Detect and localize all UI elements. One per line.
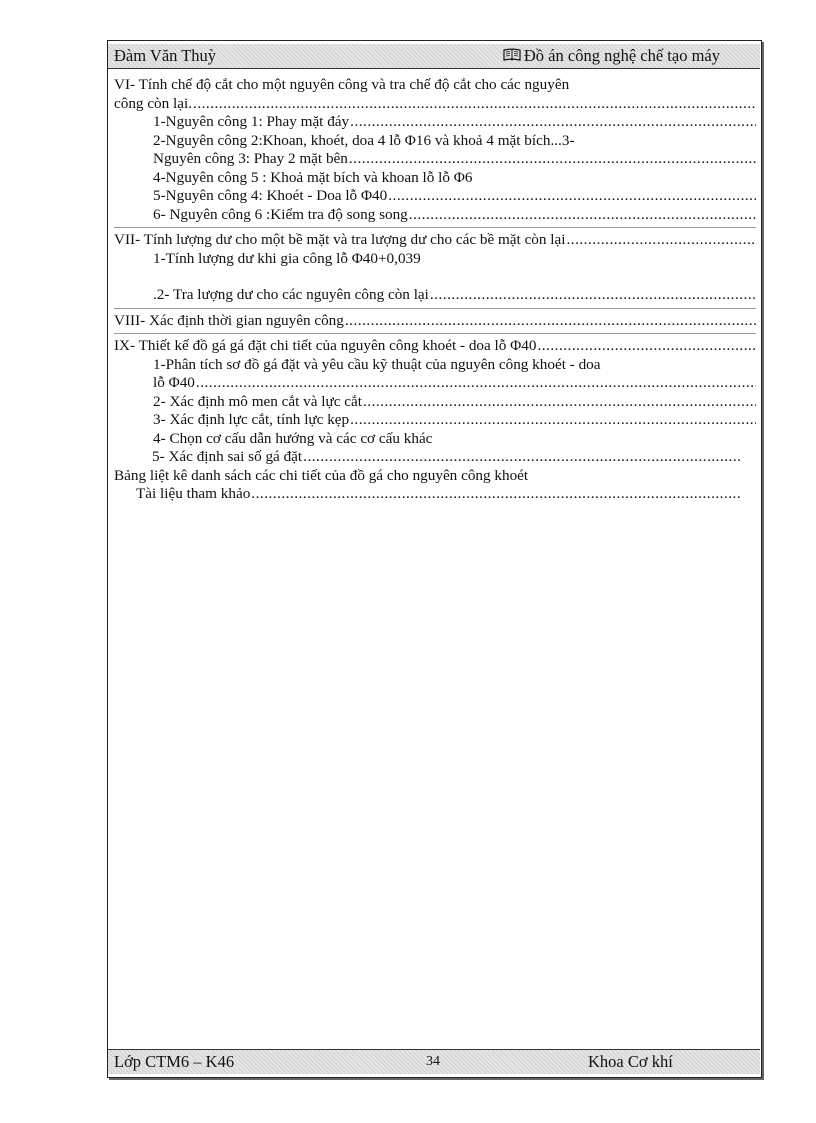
toc-item: 4-Nguyên công 5 : Khoả mặt bích và khoan lỗ lỗ Φ6 [153, 168, 473, 186]
toc-section-7-title: VII- Tính lượng dư cho một bề mặt và tra lượng dư cho các bề mặt còn lại ..... [114, 227, 756, 250]
footer-class: Lớp CTM6 – K46 [114, 1052, 235, 1071]
toc-item: 5- Xác định sai số gá đặt ..... [114, 448, 740, 467]
toc-section-6-title-cont: công còn lại. ..... [114, 95, 756, 114]
toc-item: 1-Tính lượng dư khi gia công lỗ Φ40+0,039 [153, 249, 421, 267]
toc-item: 2-Nguyên công 2:Khoan, khoét, doa 4 lỗ Φ16 và khoả 4 mặt bích...3- [153, 131, 575, 149]
toc-item: 1-Phân tích sơ đồ gá đặt và yêu cầu kỹ thuật của nguyên công khoét - doa [153, 355, 601, 373]
toc-item-cont: lỗ Φ40 ..... [114, 374, 756, 393]
toc-item: 2- Xác định mô men cắt và lực cắt ..... [114, 393, 756, 412]
toc-bom: Bảng liệt kê danh sách các chi tiết của đồ gá cho nguyên công khoét [114, 466, 529, 484]
toc-item: 1-Nguyên công 1: Phay mặt đáy ..... [114, 113, 756, 132]
page-number: 34 [426, 1054, 440, 1069]
toc-section-6-title: VI- Tính chế độ cắt cho một nguyên công và tra chế độ cắt cho các nguyên [114, 76, 570, 93]
book-icon [503, 46, 521, 70]
header-title: Đồ án công nghệ chế tạo máy [523, 46, 720, 65]
toc-item: 6- Nguyên công 6 :Kiểm tra độ song song ..... [114, 206, 756, 225]
page-header [108, 44, 760, 69]
toc-item-cont: Nguyên công 3: Phay 2 mặt bên ..... [114, 150, 756, 169]
table-of-contents [114, 76, 756, 504]
toc-section-9-title: IX- Thiết kế đồ gá gá đặt chi tiết của nguyên công khoét - doa lỗ Φ40 ..... [114, 333, 756, 356]
page-footer [108, 1049, 760, 1074]
header-title-wrap [503, 44, 720, 70]
toc-item: 5-Nguyên công 4: Khoét - Doa lỗ Φ40 ..... [114, 187, 756, 206]
toc-item: 4- Chọn cơ cấu dẫn hướng và các cơ cấu khác [153, 429, 433, 447]
header-author: Đàm Văn Thuỳ [114, 46, 217, 65]
toc-references: Tài liệu tham khảo ..... [114, 485, 742, 504]
footer-faculty: Khoa Cơ khí [588, 1052, 673, 1071]
toc-item: .2- Tra lượng dư cho các nguyên công còn lại ..... [114, 286, 756, 305]
toc-section-8-title: VIII- Xác định thời gian nguyên công ..... [114, 308, 756, 331]
toc-item: 3- Xác định lực cắt, tính lực kẹp ..... [114, 411, 756, 430]
